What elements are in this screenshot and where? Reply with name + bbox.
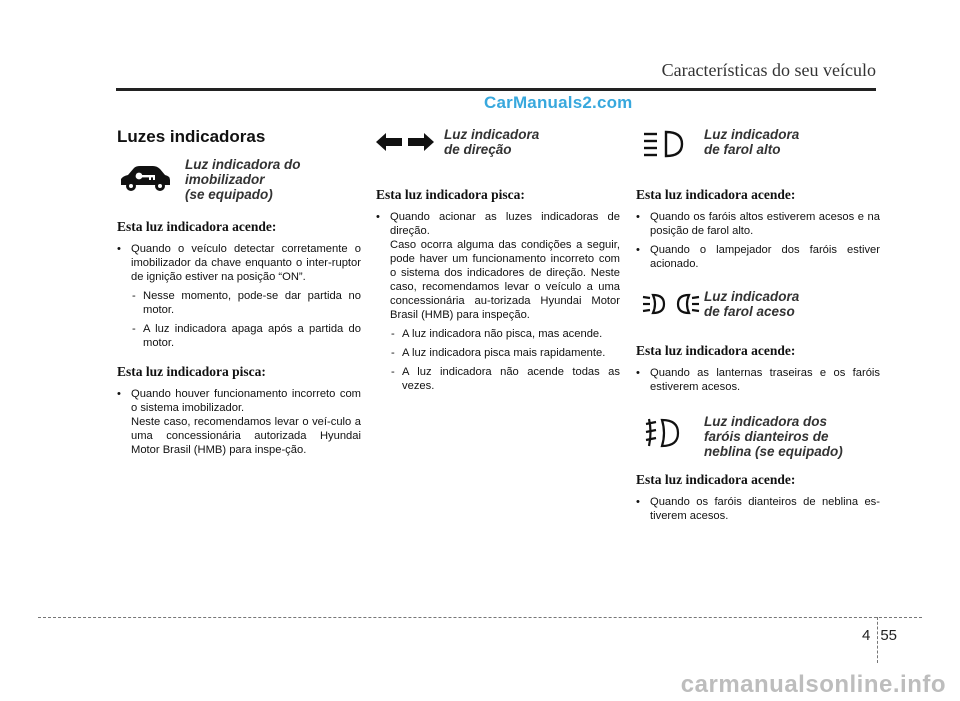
page-number bbox=[862, 627, 897, 644]
section-title: Luzes indicadoras bbox=[117, 127, 266, 146]
watermark-top[interactable]: CarManuals2.com bbox=[484, 93, 633, 112]
immobilizer-blink-heading: Esta luz indicadora pisca: bbox=[117, 364, 266, 379]
chapter-title: Características do seu veículo bbox=[661, 60, 876, 80]
chapter-number: 4 bbox=[862, 627, 871, 644]
list-item: - A luz indicadora não pisca, mas acende. bbox=[390, 327, 620, 341]
lights-on-indicator-title: Luz indicadora de farol aceso bbox=[704, 289, 800, 319]
list-item: - A luz indicadora apaga após a partida do motor. bbox=[131, 322, 361, 350]
list-item: • Quando o lampejador dos faróis estiver acionado. bbox=[636, 243, 880, 271]
front-fog-light-icon bbox=[644, 416, 690, 455]
high-beam-indicator-title: Luz indicadora de farol alto bbox=[704, 127, 800, 157]
page-number-value: 55 bbox=[880, 627, 898, 644]
lights-on-indicator-heading bbox=[636, 289, 880, 335]
turn-signal-arrows-icon bbox=[376, 132, 434, 157]
column-1 bbox=[117, 118, 361, 462]
lights-on-heading: Esta luz indicadora acende: bbox=[636, 343, 796, 358]
turn-blink-text: Quando acionar as luzes indicadoras de direção. Caso ocorra alguma das condições a seguir, pode haver um funcionamento incorreto com o sistema dos indicadores de direção. Neste caso, recomendamos levar o veículo a uma concessionária au-torizada Hyundai Motor Brasil (HMB) para inspeção. bbox=[390, 211, 620, 321]
turn-blink-heading: Esta luz indicadora pisca: bbox=[376, 187, 525, 202]
parking-lights-icon bbox=[642, 292, 700, 321]
list-item: - A luz indicadora não acende todas as vezes. bbox=[390, 365, 620, 393]
immobilizer-indicator-title: Luz indicadora do imobilizador (se equipado) bbox=[185, 157, 301, 202]
list-item: - A luz indicadora pisca mais rapidamente. bbox=[390, 346, 620, 360]
list-item: • Quando os faróis altos estiverem acesos e na posição de farol alto. bbox=[636, 210, 880, 238]
watermark-bottom[interactable]: carmanualsonline.info bbox=[680, 671, 946, 698]
list-item bbox=[376, 210, 620, 393]
car-key-icon bbox=[117, 163, 173, 198]
list-item: • Quando os faróis dianteiros de neblina es-tiverem acesos. bbox=[636, 495, 880, 523]
immobilizer-on-heading: Esta luz indicadora acende: bbox=[117, 219, 277, 234]
list-item: • Quando houver funcionamento incorreto com o sistema imobilizador. Neste caso, recomendamos levar o veí-culo a uma concessionária autorizada Hyundai Motor Brasil (HMB) para inspe-ção. bbox=[117, 387, 361, 457]
turn-indicator-heading bbox=[376, 127, 620, 179]
footer-rule bbox=[38, 617, 922, 618]
high-beam-indicator-heading bbox=[636, 127, 880, 179]
immobilizer-on-text: Quando o veículo detectar corretamente o imobilizador da chave enquanto o inter-ruptor de ignição estiver na posição “ON”. bbox=[131, 243, 361, 283]
fog-indicator-title: Luz indicadora dos faróis dianteiros de neblina (se equipado) bbox=[704, 414, 843, 459]
high-beam-on-heading: Esta luz indicadora acende: bbox=[636, 187, 796, 202]
fog-on-heading: Esta luz indicadora acende: bbox=[636, 472, 796, 487]
list-item: • Quando as lanternas traseiras e os faróis estiverem acesos. bbox=[636, 366, 880, 394]
fog-indicator-heading bbox=[636, 414, 880, 464]
immobilizer-indicator-heading bbox=[117, 157, 361, 211]
column-2 bbox=[376, 118, 620, 398]
list-item: - Nesse momento, pode-se dar partida no motor. bbox=[131, 289, 361, 317]
header-rule bbox=[116, 88, 876, 91]
turn-indicator-title: Luz indicadora de direção bbox=[444, 127, 540, 157]
high-beam-icon bbox=[642, 129, 688, 164]
list-item bbox=[117, 242, 361, 350]
column-3 bbox=[636, 118, 880, 528]
